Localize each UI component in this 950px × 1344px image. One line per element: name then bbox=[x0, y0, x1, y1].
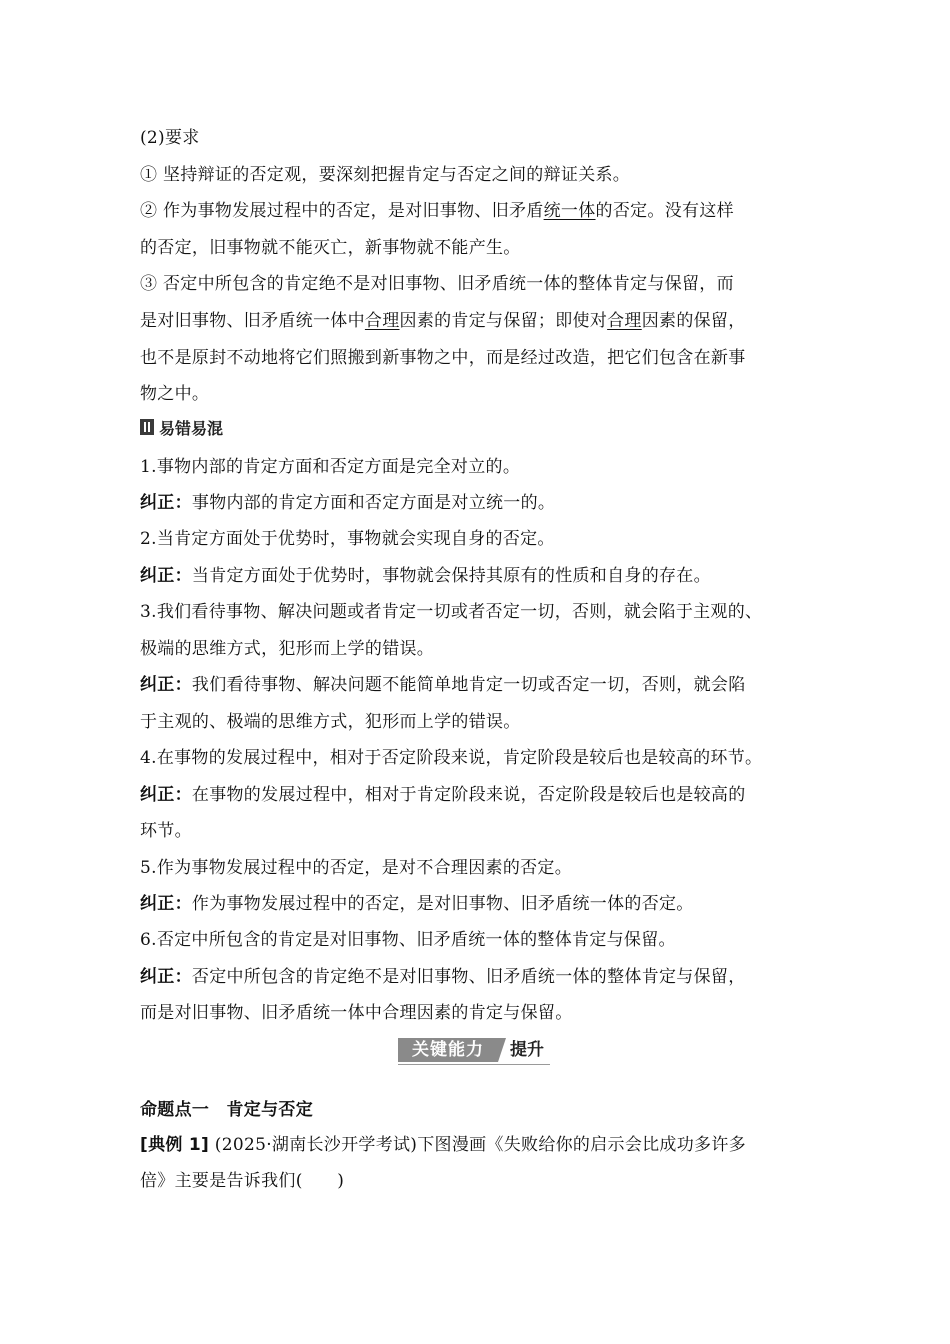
example-source: (2025·湖南长沙开学考试) bbox=[209, 1135, 418, 1155]
requirement-item-3-cont2: 也不是原封不动地将它们照搬到新事物之中，而是经过改造，把它们包含在新事 bbox=[140, 348, 746, 368]
requirement-item-3-cont: 是对旧事物、旧矛盾统一体中合理因素的肯定与保留；即使对合理因素的保留， bbox=[140, 311, 746, 331]
underlined-term: 合理 bbox=[607, 311, 642, 331]
underlined-term: 合理 bbox=[364, 311, 400, 331]
topic-title: 命题点一 肯定与否定 bbox=[140, 1100, 313, 1120]
correction-6-cont: 而是对旧事物、旧矛盾统一体中合理因素的肯定与保留。 bbox=[140, 1003, 573, 1023]
requirement-item-2: ② 作为事物发展过程中的否定，是对旧事物、旧矛盾统一体的否定。没有这样 bbox=[140, 201, 734, 221]
correction-label: 纠正： bbox=[140, 967, 192, 987]
requirement-item-2-cont: 的否定，旧事物就不能灭亡，新事物就不能产生。 bbox=[140, 238, 521, 258]
underlined-term: 统一体 bbox=[543, 201, 596, 221]
correction-4: 纠正：在事物的发展过程中，相对于肯定阶段来说，否定阶段是较后也是较高的 bbox=[140, 785, 746, 805]
example-label: [典例 1] bbox=[140, 1135, 210, 1155]
banner-rule bbox=[398, 1064, 550, 1065]
correction-label: 纠正： bbox=[140, 785, 192, 805]
statement-4: 4.在事物的发展过程中，相对于否定阶段来说，肯定阶段是较后也是较高的环节。 bbox=[140, 748, 763, 768]
correction-label: 纠正： bbox=[140, 675, 192, 695]
correction-label: 纠正： bbox=[140, 493, 192, 513]
requirement-item-1: ① 坚持辩证的否定观，要深刻把握肯定与否定之间的辩证关系。 bbox=[140, 165, 631, 185]
statement-6: 6.否定中所包含的肯定是对旧事物、旧矛盾统一体的整体肯定与保留。 bbox=[140, 930, 676, 950]
statement-3: 3.我们看待事物、解决问题或者肯定一切或者否定一切，否则，就会陷于主观的、 bbox=[140, 602, 763, 622]
requirements-heading: (2)要求 bbox=[140, 128, 200, 148]
statement-1: 1.事物内部的肯定方面和否定方面是完全对立的。 bbox=[140, 457, 521, 477]
example-line-cont: 倍》主要是告诉我们( ) bbox=[140, 1171, 345, 1191]
banner-left-label: 关键能力 bbox=[398, 1038, 498, 1062]
statement-2: 2.当肯定方面处于优势时，事物就会实现自身的否定。 bbox=[140, 529, 555, 549]
section-header bbox=[140, 416, 223, 438]
requirement-item-3-cont3: 物之中。 bbox=[140, 384, 210, 404]
correction-6: 纠正：否定中所包含的肯定绝不是对旧事物、旧矛盾统一体的整体肯定与保留， bbox=[140, 967, 746, 987]
bar-icon bbox=[140, 419, 154, 435]
correction-5: 纠正：作为事物发展过程中的否定，是对旧事物、旧矛盾统一体的否定。 bbox=[140, 894, 694, 914]
correction-label: 纠正： bbox=[140, 894, 192, 914]
example-line: [典例 1] (2025·湖南长沙开学考试)下图漫画《失败给你的启示会比成功多许多 bbox=[140, 1135, 746, 1155]
statement-5: 5.作为事物发展过程中的否定，是对不合理因素的否定。 bbox=[140, 858, 573, 878]
correction-3-cont: 于主观的、极端的思维方式，犯形而上学的错误。 bbox=[140, 712, 521, 732]
correction-2: 纠正：当肯定方面处于优势时，事物就会保持其原有的性质和自身的存在。 bbox=[140, 566, 711, 586]
correction-4-cont: 环节。 bbox=[140, 821, 192, 841]
correction-label: 纠正： bbox=[140, 566, 192, 586]
statement-3-cont: 极端的思维方式，犯形而上学的错误。 bbox=[140, 639, 435, 659]
correction-3: 纠正：我们看待事物、解决问题不能简单地肯定一切或否定一切，否则，就会陷 bbox=[140, 675, 746, 695]
correction-1: 纠正：事物内部的肯定方面和否定方面是对立统一的。 bbox=[140, 493, 556, 513]
section-header-label: 易错易混 bbox=[159, 418, 224, 438]
requirement-item-3: ③ 否定中所包含的肯定绝不是对旧事物、旧矛盾统一体的整体肯定与保留，而 bbox=[140, 274, 734, 294]
banner-right-label: 提升 bbox=[510, 1040, 544, 1060]
banner-slash bbox=[498, 1038, 506, 1062]
key-ability-banner bbox=[398, 1034, 550, 1066]
